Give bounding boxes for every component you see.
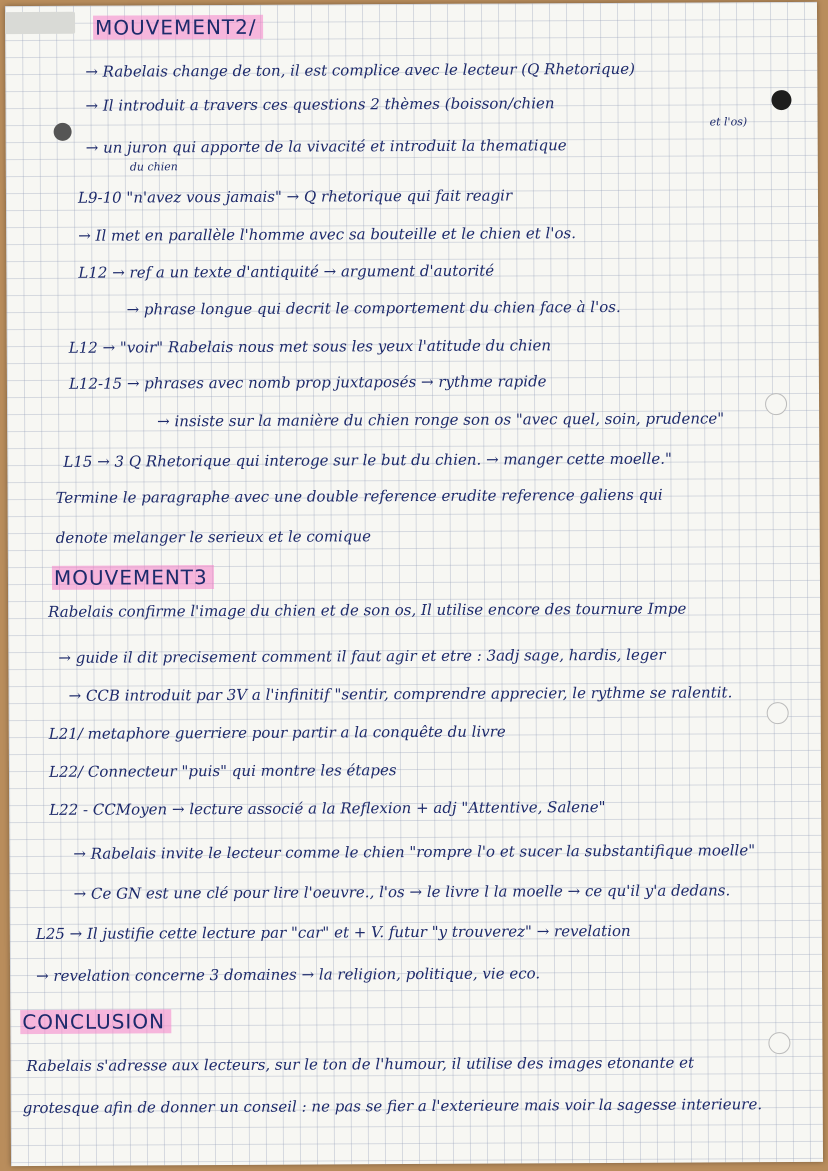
- note-line: L9-10 "n'avez vous jamais" → Q rhetorique qui fait reagir: [77, 186, 513, 207]
- note-line: → CCB introduit par 3V a l'infinitif "sentir, comprendre apprecier, le rythme se ralentit.: [68, 683, 733, 705]
- note-line: → Rabelais invite le lecteur comme le chien "rompre l'o et sucer la substantifique moelle": [73, 841, 756, 863]
- note-line: du chien: [129, 160, 178, 174]
- note-line: L25 → Il justifie cette lecture par "car" et + V. futur "y trouverez" → revelation: [35, 921, 631, 943]
- binder-hole: [765, 393, 787, 415]
- note-line: → Il met en parallèle l'homme avec sa bouteille et le chien et l'os.: [78, 224, 577, 245]
- notebook-page: [5, 2, 823, 1166]
- note-line: → Il introduit a travers ces questions 2 thèmes (boisson/chien: [85, 94, 555, 115]
- heading-mouvement2: MOUVEMENT2/: [93, 15, 263, 40]
- note-line: → Ce GN est une clé pour lire l'oeuvre., l'os → le livre l la moelle → ce qu'il y'a dedans.: [73, 881, 731, 903]
- note-line: → phrase longue qui decrit le comportement du chien face à l'os.: [126, 297, 621, 319]
- note-line: → un juron qui apporte de la vivacité et introduit la thematique: [85, 136, 567, 157]
- note-line: L15 → 3 Q Rhetorique qui interoge sur le but du chien. → manger cette moelle.": [63, 449, 672, 471]
- note-line: → guide il dit precisement comment il faut agir et etre : 3adj sage, hardis, leger: [58, 645, 666, 667]
- binder-hole: [771, 90, 791, 110]
- note-line: → Rabelais change de ton, il est complice avec le lecteur (Q Rhetorique): [85, 59, 636, 81]
- binder-hole: [767, 702, 789, 724]
- note-line: → revelation concerne 3 domaines → la religion, politique, vie eco.: [36, 964, 541, 985]
- note-line: L12 → ref a un texte d'antiquité → argument d'autorité: [78, 261, 495, 282]
- binder-hole: [768, 1032, 790, 1054]
- note-line: Termine le paragraphe avec une double reference erudite reference galiens qui: [55, 485, 663, 507]
- note-line: L12 → "voir" Rabelais nous met sous les yeux l'atitude du chien: [68, 336, 552, 357]
- binder-hole: [54, 123, 72, 141]
- note-line: grotesque afin de donner un conseil : ne pas se fier a l'exterieure mais voir la sagesse interieure.: [22, 1095, 763, 1118]
- note-line: L21/ metaphore guerriere pour partir a la conquête du livre: [48, 722, 506, 743]
- note-line: L22 - CCMoyen → lecture associé a la Reflexion + adj "Attentive, Salene": [49, 798, 606, 819]
- note-line: L12-15 → phrases avec nomb prop juxtaposés → rythme rapide: [68, 372, 547, 393]
- tape-strip: [5, 12, 75, 34]
- heading-conclusion: CONCLUSION: [20, 1009, 171, 1034]
- note-line: → insiste sur la manière du chien ronge son os "avec quel, soin, prudence": [157, 409, 725, 431]
- note-line: et l'os): [709, 115, 748, 129]
- note-line: Rabelais s'adresse aux lecteurs, sur le ton de l'humour, il utilise des images etonante et: [26, 1053, 695, 1076]
- note-line: Rabelais confirme l'image du chien et de son os, Il utilise encore des tournure Impe: [48, 599, 687, 621]
- note-line: denote melanger le serieux et le comique: [55, 527, 372, 547]
- note-line: L22/ Connecteur "puis" qui montre les étapes: [48, 761, 397, 781]
- heading-mouvement3: MOUVEMENT3: [52, 565, 214, 590]
